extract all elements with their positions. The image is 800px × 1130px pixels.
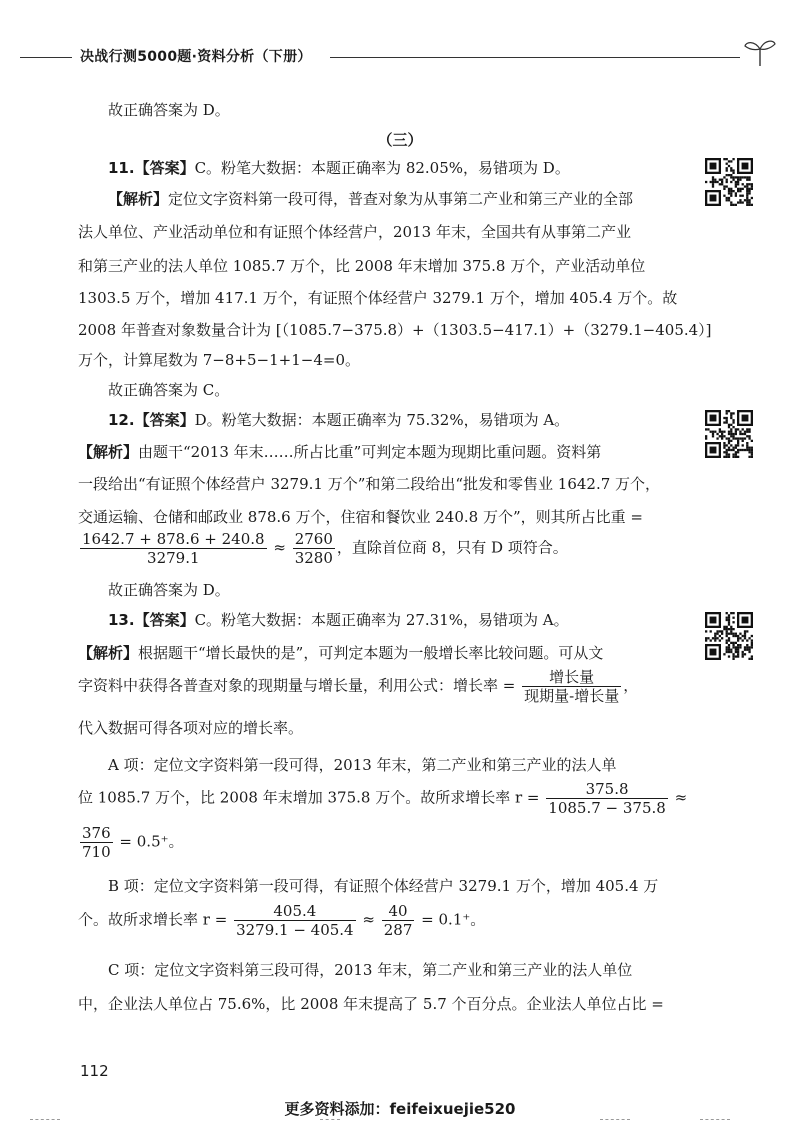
option-b-text: 个。故所求增长率 r = [78, 910, 228, 929]
q12-formula-line [78, 530, 568, 567]
sprout-icon [740, 36, 780, 70]
approx-sign: ≈ [362, 910, 375, 929]
q13-analysis-label: 【解析】 [78, 644, 139, 662]
fraction-denominator: 现期量-增长量 [524, 687, 620, 705]
fraction [546, 780, 668, 817]
q11-answer [108, 158, 570, 178]
fraction-numerator: 2760 [294, 530, 333, 548]
header-rule-left [20, 57, 72, 58]
footer-note: 更多资料添加：feifeixuejie520 [284, 1100, 516, 1118]
q11-analysis-line: 万个，计算尾数为 7−8+5−1+1−4=0。 [78, 351, 360, 369]
approx-sign: ≈ [674, 788, 688, 807]
q13-analysis-line [78, 668, 638, 705]
q11-analysis-line: 1303.5 万个，增加 417.1 万个，有证照个体经营户 3279.1 万个，增加 405.4 万个。故 [78, 289, 678, 307]
fraction-denominator: 1085.7 − 375.8 [548, 799, 666, 817]
q13-analysis-line [78, 643, 603, 663]
q13-text: ， [623, 676, 639, 695]
scan-mark [700, 1119, 730, 1120]
scan-mark [600, 1119, 630, 1120]
fraction-denominator: 3279.1 [147, 549, 200, 567]
fraction-denominator: 710 [82, 843, 111, 861]
header-rule-right [330, 57, 740, 58]
option-c-line: C 项：定位文字资料第三段可得，2013 年末，第二产业和第三产业的法人单位 [108, 961, 633, 979]
option-b-result: = 0.1⁺。 [421, 910, 486, 929]
q11-answer-text: C。粉笔大数据：本题正确率为 82.05%，易错项为 D。 [194, 159, 570, 177]
q13-answer-label: 13.【答案】 [108, 611, 195, 629]
scan-mark [320, 1119, 340, 1120]
fraction-numerator: 405.4 [234, 902, 356, 921]
qr-code-icon[interactable] [705, 612, 753, 660]
q13-answer-text: C。粉笔大数据：本题正确率为 27.31%，易错项为 A。 [194, 611, 569, 629]
q11-analysis-text: 定位文字资料第一段可得，普查对象为从事第二产业和第三产业的全部 [168, 190, 634, 208]
approx-sign: ≈ [273, 538, 286, 557]
fraction-numerator: 376 [82, 824, 111, 842]
q12-answer-text: D。粉笔大数据：本题正确率为 75.32%，易错项为 A。 [194, 411, 570, 429]
q13-answer [108, 610, 569, 630]
option-a-line: A 项：定位文字资料第一段可得，2013 年末，第二产业和第三产业的法人单 [108, 756, 617, 774]
fraction-denominator: 3280 [294, 549, 333, 567]
fraction [80, 824, 113, 861]
option-a-text: 位 1085.7 万个，比 2008 年末增加 375.8 万个。故所求增长率 r = [78, 788, 540, 807]
q11-analysis-label: 【解析】 [108, 190, 169, 208]
option-a-line [78, 780, 687, 817]
fraction [80, 530, 267, 567]
option-c-line: 中，企业法人单位占 75.6%，比 2008 年末提高了 5.7 个百分点。企业法人单位占比 = [78, 995, 664, 1013]
fraction-numerator: 1642.7 + 878.6 + 240.8 [82, 530, 265, 548]
q12-analysis-label: 【解析】 [78, 443, 139, 461]
book-title: 决战行测5000题·资料分析（下册） [80, 49, 312, 65]
scan-mark [30, 1119, 60, 1120]
formula-tail: ，直除首位商 8，只有 D 项符合。 [336, 538, 568, 557]
page-number: 112 [80, 1062, 109, 1080]
option-b-line: B 项：定位文字资料第一段可得，有证照个体经营户 3279.1 万个，增加 405.4 万 [108, 877, 659, 895]
q12-answer [108, 410, 569, 430]
fraction [293, 530, 335, 567]
option-a-result: = 0.5⁺。 [119, 832, 184, 851]
answer-line: 故正确答案为 C。 [108, 381, 230, 399]
fraction [382, 902, 415, 939]
fraction-numerator: 40 [382, 902, 415, 921]
q11-answer-label: 11.【答案】 [108, 159, 195, 177]
fraction-numerator: 375.8 [546, 780, 668, 799]
q12-analysis-line [78, 442, 601, 462]
q11-analysis-line [108, 189, 633, 209]
q11-analysis-line: 2008 年普查对象数量合计为 [（1085.7−375.8）+（1303.5−417.1）+（3279.1−405.4）] [78, 321, 712, 339]
fraction [522, 668, 621, 705]
q13-analysis-text: 根据题干“增长最快的是”，可判定本题为一般增长率比较问题。可从文 [138, 644, 604, 662]
fraction-denominator: 287 [383, 921, 413, 939]
q11-analysis-line: 法人单位、产业活动单位和有证照个体经营户，2013 年末，全国共有从事第二产业 [78, 223, 631, 241]
fraction-numerator: 增长量 [522, 668, 621, 687]
q12-analysis-line: 交通运输、仓储和邮政业 878.6 万个，住宿和餐饮业 240.8 万个”，则其所占比重 = [78, 508, 643, 526]
q13-analysis-line: 代入数据可得各项对应的增长率。 [78, 719, 304, 737]
fraction [234, 902, 356, 939]
qr-code-icon[interactable] [705, 410, 753, 458]
qr-code-icon[interactable] [705, 158, 753, 206]
option-b-line [78, 902, 485, 939]
section-heading: （三） [377, 131, 423, 149]
option-a-line [78, 824, 184, 861]
running-header [20, 34, 780, 74]
answer-line: 故正确答案为 D。 [108, 101, 230, 119]
q12-answer-label: 12.【答案】 [108, 411, 195, 429]
q13-text: 字资料中获得各普查对象的现期量与增长量，利用公式：增长率 = [78, 676, 516, 695]
q11-analysis-line: 和第三产业的法人单位 1085.7 万个，比 2008 年末增加 375.8 万个，产业活动单位 [78, 257, 646, 275]
fraction-denominator: 3279.1 − 405.4 [236, 921, 354, 939]
q12-analysis-text: 由题干“2013 年末……所占比重”可判定本题为现期比重问题。资料第 [138, 443, 602, 461]
answer-line: 故正确答案为 D。 [108, 581, 230, 599]
q12-analysis-line: 一段给出“有证照个体经营户 3279.1 万个”和第二段给出“批发和零售业 1642.7 万个， [78, 475, 661, 493]
